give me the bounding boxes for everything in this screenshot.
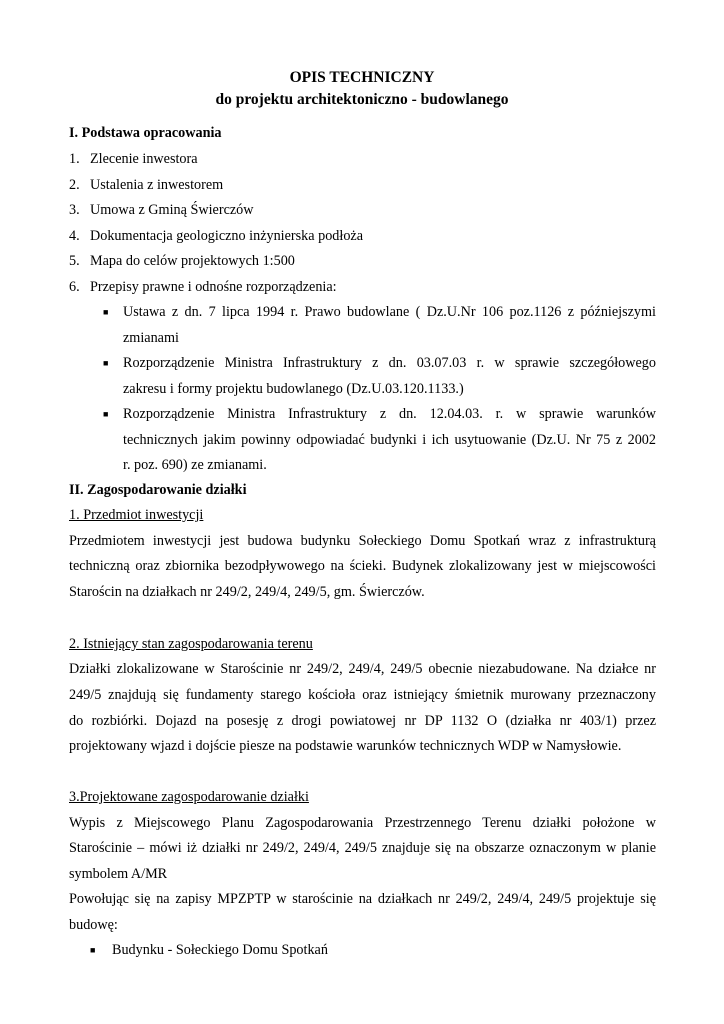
document-subtitle: do projektu architektoniczno - budowlanego — [215, 91, 509, 108]
section-2-heading: II. Zagospodarowanie działki — [69, 482, 247, 498]
list-item-number: 5. — [69, 253, 80, 269]
bullet-square-icon: ■ — [90, 945, 96, 955]
bullet-square-icon: ■ — [103, 358, 109, 368]
paragraph-line: Powołując się na zapisy MPZPTP w starościnie na działkach nr 249/2, 249/4, 249/5 projektuje się — [69, 891, 656, 907]
paragraph-line: Starościnie – mówi iż działki nr 249/2, 249/4, 249/5 znajduje się na obszarze oznaczonym w planie — [69, 840, 656, 856]
subsection-1-heading: 1. Przedmiot inwestycji — [69, 507, 204, 523]
list-item-number: 6. — [69, 279, 80, 295]
list-item-number: 1. — [69, 151, 80, 167]
list-item-text: Ustalenia z inwestorem — [90, 177, 224, 193]
list-item-text: Mapa do celów projektowych 1:500 — [90, 253, 295, 269]
list-item-text: Dokumentacja geologiczno inżynierska podłoża — [90, 228, 364, 244]
subsection-2-heading: 2. Istniejący stan zagospodarowania terenu — [69, 636, 313, 652]
list-item-text: Umowa z Gminą Świerczów — [90, 202, 254, 218]
bullet-text: Rozporządzenie Ministra Infrastruktury z dn. 12.04.03. r. w sprawie warunków — [123, 406, 656, 422]
bullet-text: r. poz. 690) ze zmianami. — [123, 457, 267, 473]
bullet-text: Budynku - Sołeckiego Domu Spotkań — [112, 942, 328, 958]
paragraph-line: budowę: — [69, 917, 118, 933]
paragraph-line: Działki zlokalizowane w Starościnie nr 249/2, 249/4, 249/5 obecnie niezabudowane. Na działce nr — [69, 661, 656, 677]
list-item-number: 3. — [69, 202, 80, 218]
list-item-text: Przepisy prawne i odnośne rozporządzenia: — [90, 279, 337, 295]
list-item-text: Zlecenie inwestora — [90, 151, 198, 167]
bullet-text: zmianami — [123, 330, 179, 346]
paragraph-line: Starościn na działkach nr 249/2, 249/4, 249/5, gm. Świerczów. — [69, 584, 425, 600]
subsection-3-heading: 3.Projektowane zagospodarowanie działki — [69, 789, 309, 805]
paragraph-line: techniczną oraz zbiornika bezodpływowego na ścieki. Budynek zlokalizowany jest w miejscowości — [69, 558, 656, 574]
bullet-text: Ustawa z dn. 7 lipca 1994 r. Prawo budowlane ( Dz.U.Nr 106 poz.1126 z późniejszymi — [123, 304, 656, 320]
paragraph-line: Przedmiotem inwestycji jest budowa budynku Sołeckiego Domu Spotkań wraz z infrastrukturą — [69, 533, 656, 549]
bullet-square-icon: ■ — [103, 409, 109, 419]
bullet-square-icon: ■ — [103, 307, 109, 317]
paragraph-line: 249/5 znajdują się fundamenty starego kościoła oraz istniejący śmietnik murowany przeznaczony — [69, 687, 656, 703]
document-title: OPIS TECHNICZNY — [289, 69, 435, 86]
bullet-text: zakresu i formy projektu budowlanego (Dz.U.03.120.1133.) — [123, 381, 464, 397]
paragraph-line: symbolem A/MR — [69, 866, 168, 882]
list-item-number: 4. — [69, 228, 80, 244]
section-1-heading: I. Podstawa opracowania — [69, 125, 222, 141]
paragraph-line: projektowany wjazd i dojście piesze na podstawie warunków technicznych WDP w Namysłowie. — [69, 738, 622, 754]
paragraph-line: Wypis z Miejscowego Planu Zagospodarowania Przestrzennego Terenu działki położone w — [69, 815, 656, 831]
paragraph-line: do rozbiórki. Dojazd na posesję z drogi powiatowej nr DP 1132 O (działka nr 403/1) przez — [69, 713, 656, 729]
bullet-text: technicznych jakim powinny odpowiadać budynki i ich usytuowanie (Dz.U. Nr 75 z 2002 — [123, 432, 656, 448]
list-item-number: 2. — [69, 177, 80, 193]
bullet-text: Rozporządzenie Ministra Infrastruktury z dn. 03.07.03 r. w sprawie szczegółowego — [123, 355, 656, 371]
